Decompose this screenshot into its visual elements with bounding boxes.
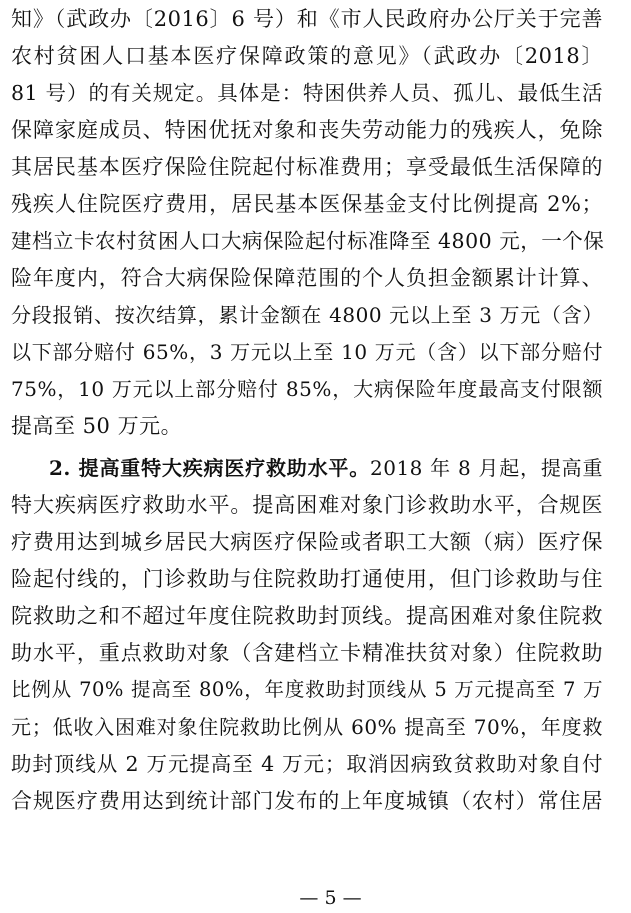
paragraph-2-line-5: 院救助之和不超过年度住院救助封顶线。提高困难对象住院救 <box>11 604 603 628</box>
paragraph-2-line-4: 险起付线的，门诊救助与住院救助打通使用，但门诊救助与住 <box>11 567 603 591</box>
paragraph-1-line-6: 残疾人住院医疗费用，居民基本医保基金支付比例提高 2%； <box>11 192 603 216</box>
page-number: — 5 — <box>299 887 362 909</box>
paragraph-2-line-2: 特大疾病医疗救助水平。提高困难对象门诊救助水平，合规医 <box>11 493 603 517</box>
paragraph-2-first-line-text: 2018 年 8 月起，提高重 <box>370 456 603 480</box>
paragraph-1-line-1: 知》（武政办〔2016〕6 号）和《市人民政府办公厅关于完善 <box>11 7 603 31</box>
paragraph-1-line-9: 分段报销、按次结算，累计金额在 4800 元以上至 3 万元（含） <box>11 303 603 327</box>
paragraph-2-first-line <box>49 453 603 483</box>
paragraph-1-line-11: 75%，10 万元以上部分赔付 85%，大病保险年度最高支付限额 <box>11 377 603 401</box>
paragraph-1-line-12: 提高至 50 万元。 <box>11 414 183 438</box>
paragraph-1-line-4: 保障家庭成员、特困优抚对象和丧失劳动能力的残疾人，免除 <box>11 118 603 142</box>
section-heading: 2. 提高重特大疾病医疗救助水平。 <box>49 456 370 480</box>
paragraph-1-line-5: 其居民基本医疗保险住院起付标准费用；享受最低生活保障的 <box>11 155 603 179</box>
paragraph-1-line-7: 建档立卡农村贫困人口大病保险起付标准降至 4800 元，一个保 <box>11 229 605 253</box>
paragraph-2-line-10: 合规医疗费用达到统计部门发布的上年度城镇（农村）常住居 <box>11 789 603 813</box>
paragraph-1-line-3: 81 号）的有关规定。具体是：特困供养人员、孤儿、最低生活 <box>11 81 603 105</box>
paragraph-2-line-9: 助封顶线从 2 万元提高至 4 万元；取消因病致贫救助对象自付 <box>11 752 603 776</box>
paragraph-1-line-10: 以下部分赔付 65%，3 万元以上至 10 万元（含）以下部分赔付 <box>11 340 603 364</box>
paragraph-2-line-8: 元；低收入困难对象住院救助比例从 60% 提高至 70%，年度救 <box>11 715 603 739</box>
paragraph-1-line-2: 农村贫困人口基本医疗保障政策的意见》（武政办〔2018〕 <box>11 44 603 68</box>
paragraph-2-line-3: 疗费用达到城乡居民大病医疗保险或者职工大额（病）医疗保 <box>11 530 603 554</box>
paragraph-1-line-8: 险年度内，符合大病保险保障范围的个人负担金额累计计算、 <box>11 266 603 290</box>
paragraph-2-line-7: 比例从 70% 提高至 80%，年度救助封顶线从 5 万元提高至 7 万 <box>11 678 603 701</box>
paragraph-2-line-6: 助水平，重点救助对象（含建档立卡精准扶贫对象）住院救助 <box>11 641 603 665</box>
